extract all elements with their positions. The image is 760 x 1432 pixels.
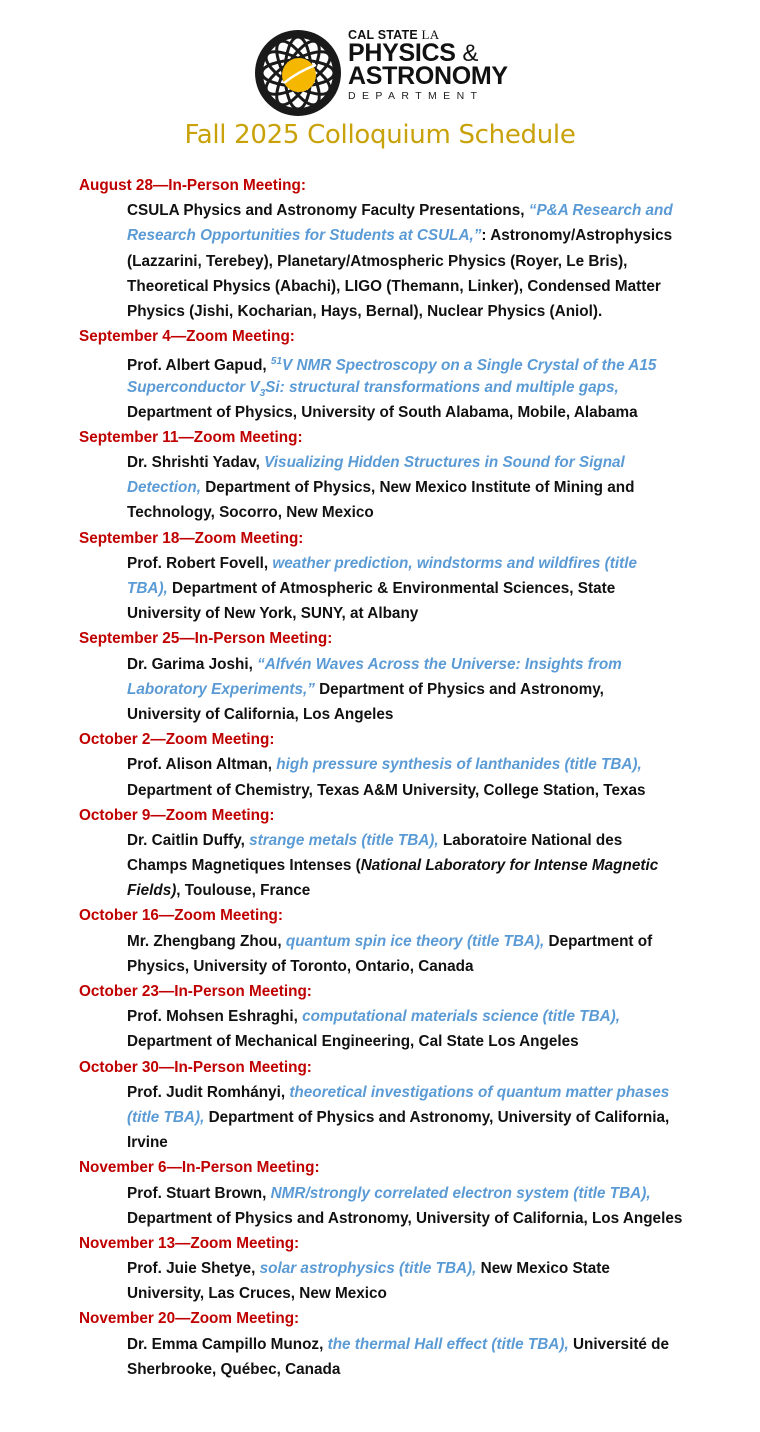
affiliation: (Lazzarini, Terebey), Planetary/Atmospheric Physics (Royer, Le Bris),: [127, 252, 628, 270]
affiliation-translation: Fields): [127, 882, 177, 900]
schedule-entry: [79, 324, 739, 425]
event-line: [127, 853, 739, 878]
event-details: [127, 1181, 739, 1231]
talk-title: Visualizing Hidden Structures in Sound for Signal: [264, 454, 625, 472]
event-date: September 25—In-Person Meeting:: [79, 630, 333, 648]
event-line: [127, 1105, 739, 1130]
event-line: [127, 828, 739, 853]
event-line: [127, 400, 739, 425]
talk-title: the thermal Hall effect (title TBA),: [327, 1335, 569, 1353]
event-line: [127, 375, 739, 400]
affiliation: Sherbrooke, Québec, Canada: [127, 1360, 341, 1378]
logo-line1: CAL STATE: [348, 28, 418, 42]
affiliation: Department of: [544, 932, 653, 950]
event-line: [127, 299, 739, 324]
speaker-name: Prof. Stuart Brown,: [127, 1184, 271, 1202]
event-date: September 4—Zoom Meeting:: [79, 328, 295, 346]
event-date: October 2—Zoom Meeting:: [79, 731, 275, 749]
event-details: [127, 198, 739, 324]
schedule-entry: [79, 727, 739, 803]
affiliation: , Toulouse, France: [176, 882, 311, 900]
event-details: [127, 1004, 739, 1054]
colloquium-schedule: [79, 173, 739, 1382]
event-line: [127, 652, 739, 677]
event-line: [127, 1029, 739, 1054]
event-line: [127, 1332, 739, 1357]
atom-icon: [252, 27, 344, 119]
event-line: [127, 752, 739, 777]
event-date: October 23—In-Person Meeting:: [79, 983, 312, 1000]
speaker-name: Prof. Judit Romhányi,: [127, 1083, 290, 1101]
talk-title: TBA),: [127, 580, 168, 597]
schedule-entry: [79, 1231, 739, 1307]
page-title: Fall 2025 Colloquium Schedule: [184, 120, 576, 150]
event-line: [127, 551, 739, 576]
event-date: November 13—Zoom Meeting:: [79, 1234, 300, 1252]
affiliation: Physics, University of Toronto, Ontario, Canada: [127, 957, 474, 975]
logo-line2: PHYSICS: [348, 39, 456, 67]
talk-title: NMR/strongly correlated electron system (title TBA),: [270, 1184, 651, 1202]
event-line: [127, 500, 739, 525]
event-line: [127, 1130, 739, 1155]
speaker-name: Prof. Alison Altman,: [127, 756, 277, 774]
event-line: [127, 1206, 739, 1231]
schedule-entry: [79, 425, 739, 526]
event-date: October 9—Zoom Meeting:: [79, 806, 275, 824]
talk-title: quantum spin ice theory (title TBA),: [285, 932, 545, 950]
event-date: November 20—Zoom Meeting:: [79, 1310, 300, 1328]
event-line: [127, 954, 739, 979]
event-line: [127, 929, 739, 954]
event-date: September 11—Zoom Meeting:: [79, 428, 303, 446]
talk-title: computational materials science (title TBA),: [302, 1008, 621, 1026]
talk-title: “P&A Research and: [528, 202, 673, 220]
affiliation-translation: National Laboratory for Intense Magnetic: [360, 857, 659, 875]
affiliation: Technology, Socorro, New Mexico: [127, 504, 374, 522]
schedule-entry: [79, 173, 739, 324]
event-date: October 16—Zoom Meeting:: [79, 907, 283, 925]
talk-title: weather prediction, windstorms and wildfires (title: [272, 554, 637, 572]
schedule-entry: [79, 1055, 739, 1156]
affiliation: Department of Physics and Astronomy, University of California,: [204, 1108, 670, 1126]
affiliation: : Astronomy/Astrophysics: [481, 227, 673, 245]
affiliation: University, Las Cruces, New Mexico: [127, 1285, 387, 1303]
event-line: [127, 450, 739, 475]
speaker-name: Prof. Mohsen Eshraghi,: [127, 1008, 303, 1026]
event-date: September 18—Zoom Meeting:: [79, 529, 304, 547]
event-line: [127, 576, 739, 601]
affiliation: Department of Physics, New Mexico Institute of Mining and: [200, 479, 635, 497]
event-line: [127, 475, 739, 500]
affiliation: University of New York, SUNY, at Albany: [127, 605, 419, 623]
event-line: [127, 778, 739, 803]
talk-title: “Alfvén Waves Across the Universe: Insights from: [257, 655, 622, 673]
talk-title: Detection,: [127, 479, 201, 497]
event-details: [127, 1332, 739, 1382]
event-date: October 30—In-Person Meeting:: [79, 1058, 312, 1076]
event-line: [127, 1080, 739, 1105]
event-line: [127, 1256, 739, 1281]
event-details: [127, 752, 739, 802]
speaker-name: Prof. Juie Shetye,: [127, 1260, 260, 1278]
affiliation: Irvine: [127, 1134, 168, 1152]
event-line: [127, 1181, 739, 1206]
talk-title: Research Opportunities for Students at CSULA,”: [127, 227, 482, 245]
event-details: [127, 349, 739, 425]
title-superscript: 51: [270, 356, 283, 368]
event-date: August 28—In-Person Meeting:: [79, 177, 306, 194]
title-subscript: 3: [259, 387, 266, 399]
schedule-entry: [79, 626, 739, 727]
affiliation: Department of Chemistry, Texas A&M University, College Station, Texas: [127, 781, 646, 799]
affiliation: Department of Physics and Astronomy,: [314, 680, 604, 698]
logo-ampersand: &: [462, 40, 479, 67]
affiliation: Laboratoire National des: [438, 831, 623, 849]
event-line: [127, 702, 739, 727]
talk-title: high pressure synthesis of lanthanides (title TBA),: [276, 756, 642, 774]
talk-title: Superconductor V: [127, 378, 260, 396]
schedule-entry: [79, 526, 739, 627]
talk-title: strange metals (title TBA),: [249, 831, 439, 849]
event-details: [127, 1256, 739, 1306]
talk-title: (title TBA),: [127, 1108, 205, 1126]
talk-title: Si: structural transformations and multiple gaps,: [265, 378, 619, 396]
event-line: [127, 1004, 739, 1029]
event-line: [127, 223, 739, 248]
talk-title: theoretical investigations of quantum matter phases: [289, 1083, 670, 1101]
schedule-entry: [79, 803, 739, 904]
affiliation: Department of Atmospheric & Environmental Sciences, State: [167, 580, 616, 597]
logo-line1-suffix: LA: [421, 27, 440, 42]
affiliation: Université de: [568, 1335, 670, 1353]
event-date: November 6—In-Person Meeting:: [79, 1159, 320, 1177]
speaker-name: CSULA Physics and Astronomy Faculty Presentations,: [127, 202, 529, 220]
affiliation: Department of Mechanical Engineering, Cal State Los Angeles: [127, 1033, 579, 1051]
logo-line3: ASTRONOMY: [348, 62, 508, 90]
event-line: [127, 677, 739, 702]
affiliation: University of California, Los Angeles: [127, 705, 394, 723]
affiliation: New Mexico State: [476, 1260, 610, 1278]
event-details: [127, 929, 739, 979]
event-line: [127, 878, 739, 903]
event-details: [127, 450, 739, 526]
event-line: [127, 1281, 739, 1306]
schedule-entry: [79, 1155, 739, 1231]
speaker-name: Mr. Zhengbang Zhou,: [127, 932, 286, 950]
event-details: [127, 1080, 739, 1156]
speaker-name: Prof. Albert Gapud,: [127, 357, 271, 375]
schedule-entry: [79, 1306, 739, 1382]
affiliation: Physics (Jishi, Kocharian, Hays, Bernal), Nuclear Physics (Aniol).: [127, 302, 603, 320]
event-line: [127, 274, 739, 299]
speaker-name: Dr. Caitlin Duffy,: [127, 831, 250, 849]
event-details: [127, 828, 739, 904]
schedule-entry: [79, 903, 739, 979]
affiliation: Department of Physics and Astronomy, University of California, Los Angeles: [127, 1209, 683, 1227]
affiliation: Theoretical Physics (Abachi), LIGO (Themann, Linker), Condensed Matter: [127, 277, 661, 295]
logo-text: [348, 28, 508, 103]
logo-line4: DEPARTMENT: [348, 90, 484, 102]
schedule-entry: [79, 979, 739, 1055]
event-details: [127, 551, 739, 627]
event-line: [127, 1357, 739, 1382]
event-line: [127, 249, 739, 274]
speaker-name: Dr. Garima Joshi,: [127, 655, 258, 673]
talk-title: Laboratory Experiments,”: [127, 680, 315, 698]
department-logo: [252, 28, 532, 118]
speaker-name: Dr. Emma Campillo Munoz,: [127, 1335, 328, 1353]
event-line: [127, 601, 739, 626]
event-line: [127, 198, 739, 223]
speaker-name: Prof. Robert Fovell,: [127, 554, 273, 572]
talk-title: solar astrophysics (title TBA),: [259, 1260, 477, 1278]
affiliation: Department of Physics, University of South Alabama, Mobile, Alabama: [127, 403, 638, 421]
event-line: [127, 349, 739, 374]
speaker-name: Dr. Shrishti Yadav,: [127, 454, 265, 472]
affiliation: Champs Magnetiques Intenses (: [127, 857, 361, 875]
talk-title: V NMR Spectroscopy on a Single Crystal of the A15: [282, 357, 657, 375]
event-details: [127, 652, 739, 728]
